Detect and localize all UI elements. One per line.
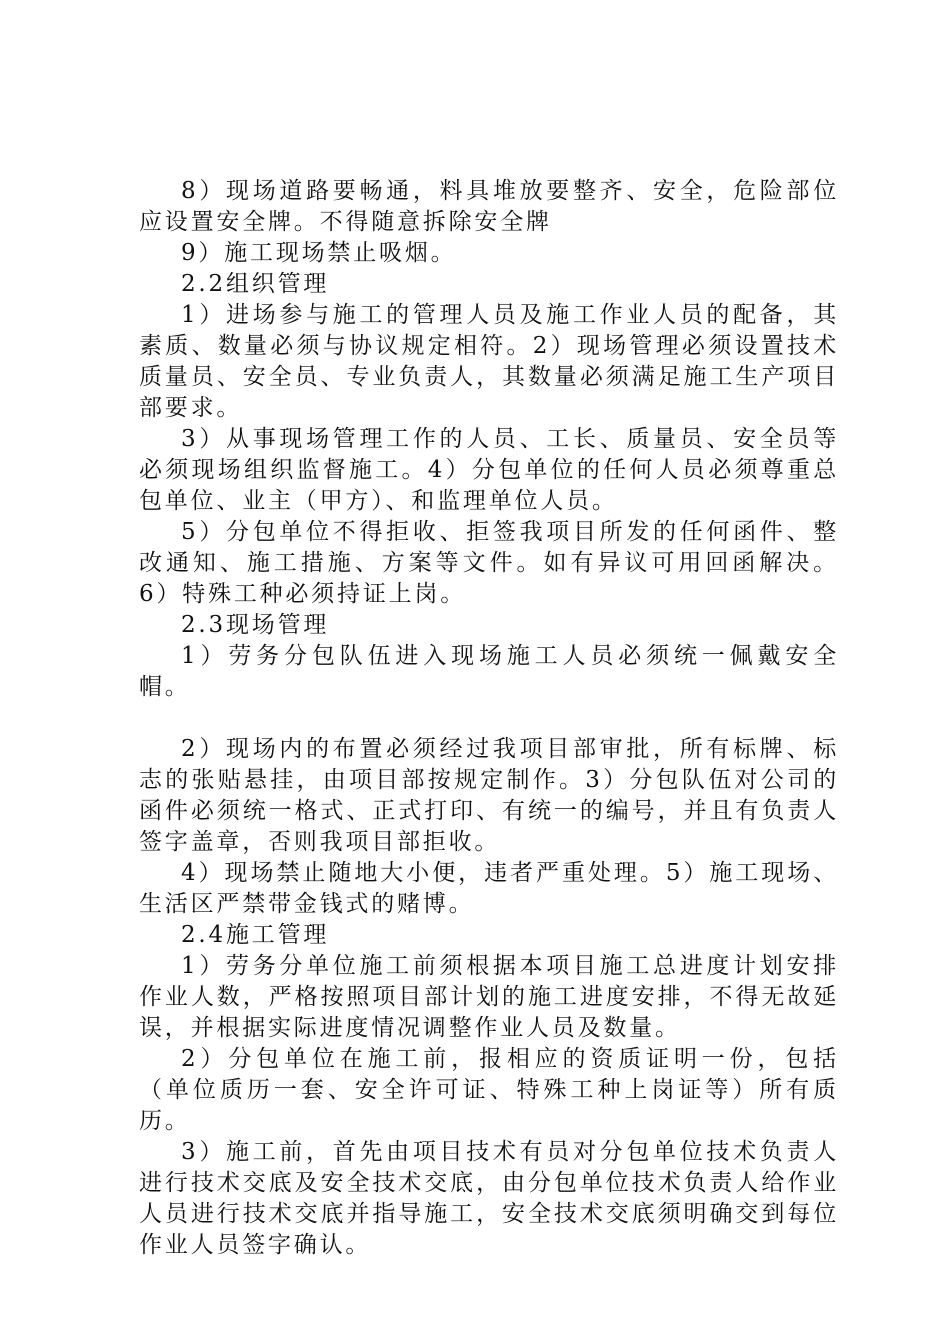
paragraph-documents: 5）分包单位不得拒收、拒签我项目所发的任何函件、整改通知、施工措施、方案等文件。如有异议可用回函解决。6）特殊工种必须持证上岗。	[139, 519, 839, 607]
document-body	[139, 176, 839, 1261]
section-heading-organization: 2.2组织管理	[181, 271, 330, 297]
paragraph-helmets: 1）劳务分包队伍进入现场施工人员必须统一佩戴安全帽。	[139, 643, 839, 700]
paragraph-signage: 2）现场内的布置必须经过我项目部审批，所有标牌、标志的张贴悬挂，由项目部按规定制作。3）分包队伍对公司的函件必须统一格式、正式打印、有统一的编号，并且有负责人签字盖章，否则我项目部拒收。	[139, 736, 839, 855]
paragraph-site-road: 8）现场道路要畅通，料具堆放要整齐、安全，危险部位应设置安全牌。不得随意拆除安全牌	[139, 178, 839, 235]
paragraph-technical-briefing: 3）施工前，首先由项目技术有员对分包单位技术负责人进行技术交底及安全技术交底，由分包单位技术负责人给作业人员进行技术交底并指导施工，安全技术交底须明确交到每位作业人员签字确认。	[139, 1139, 839, 1258]
paragraph-qualifications: 2）分包单位在施工前，报相应的资质证明一份，包括（单位质历一套、安全许可证、特殊工种上岗证等）所有质历。	[139, 1046, 839, 1134]
paragraph-schedule: 1）劳务分单位施工前须根据本项目施工总进度计划安排作业人数，严格按照项目部计划的施工进度安排，不得无故延误，并根据实际进度情况调整作业人员及数量。	[139, 953, 839, 1041]
section-heading-construction: 2.4施工管理	[181, 922, 330, 948]
section-heading-site-management: 2.3现场管理	[181, 612, 330, 638]
paragraph-supervision: 3）从事现场管理工作的人员、工长、质量员、安全员等必须现场组织监督施工。4）分包单位的任何人员必须尊重总包单位、业主（甲方）、和监理单位人员。	[139, 426, 839, 514]
paragraph-staffing: 1）进场参与施工的管理人员及施工作业人员的配备，其素质、数量必须与协议规定相符。2）现场管理必须设置技术质量员、安全员、专业负责人，其数量必须满足施工生产项目部要求。	[139, 302, 839, 421]
paragraph-sanitation: 4）现场禁止随地大小便，违者严重处理。5）施工现场、生活区严禁带金钱式的赌博。	[139, 860, 839, 917]
paragraph-no-smoking: 9）施工现场禁止吸烟。	[181, 240, 457, 266]
